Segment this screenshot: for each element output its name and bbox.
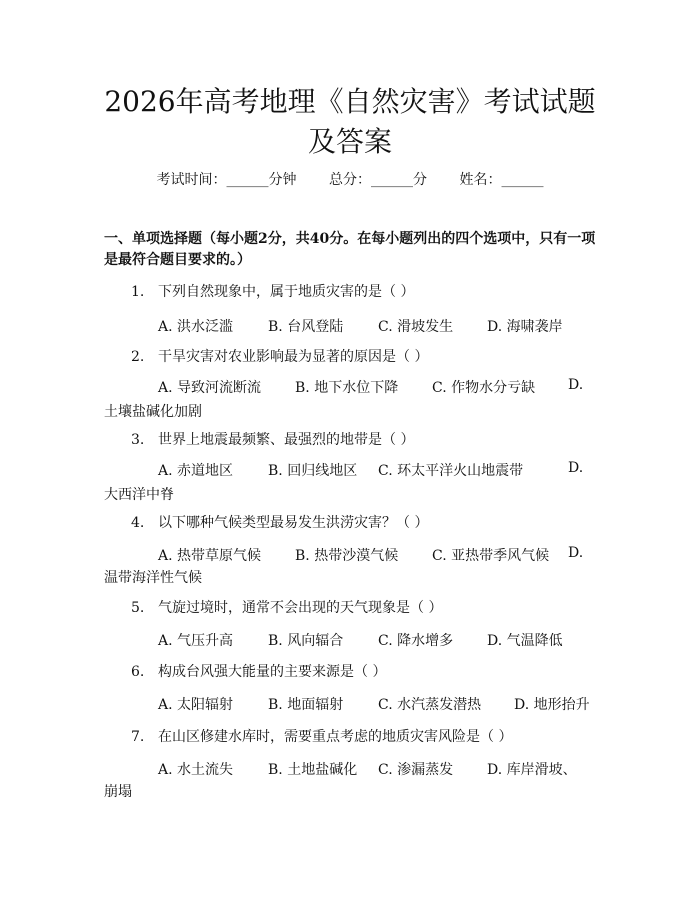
question-text: 下列自然现象中，属于地质灾害的是（ ） — [158, 284, 415, 300]
question-stem — [131, 597, 442, 617]
question-stem — [131, 512, 428, 532]
question-number: 7. — [131, 729, 145, 745]
question-stem — [131, 346, 428, 366]
option-c: C. 渗漏蒸发 — [378, 762, 454, 778]
question-text: 干旱灾害对农业影响最为显著的原因是（ ） — [158, 349, 429, 365]
question-number: 5. — [131, 600, 145, 616]
question-text: 气旋过境时，通常不会出现的天气现象是（ ） — [158, 600, 443, 616]
page-title: 2026年高考地理《自然灾害》考试试题及答案 — [104, 85, 596, 158]
option-a: A. 赤道地区 — [158, 463, 234, 479]
option-d: D. — [568, 545, 584, 561]
question-text: 构成台风强大能量的主要来源是（ ） — [158, 664, 387, 680]
option-a: A. 洪水泛滥 — [158, 319, 234, 335]
option-d: D. 库岸滑坡、 — [487, 762, 577, 778]
option-d-wrap: 温带海洋性气候 — [104, 570, 202, 586]
question-number: 2. — [131, 349, 145, 365]
option-c: C. 环太平洋火山地震带 — [378, 463, 524, 479]
section-heading: 一、单项选择题（每小题2分，共40分。在每小题列出的四个选项中，只有一项是最符合题目要求的。） — [104, 231, 596, 268]
option-b: B. 台风登陆 — [268, 319, 344, 335]
option-b: B. 地下水位下降 — [295, 380, 399, 396]
option-d: D. — [568, 460, 584, 476]
question-number: 1. — [131, 284, 145, 300]
question-stem — [131, 281, 414, 301]
option-b: B. 风向辐合 — [268, 633, 344, 649]
question-text: 在山区修建水库时，需要重点考虑的地质灾害风险是（ ） — [158, 729, 513, 745]
option-a: A. 热带草原气候 — [158, 548, 262, 564]
option-b: B. 土地盐碱化 — [268, 762, 358, 778]
option-a: A. 气压升高 — [158, 633, 234, 649]
question-text: 以下哪种气候类型最易发生洪涝灾害？（ ） — [158, 515, 429, 531]
question-stem — [131, 726, 512, 746]
option-d-wrap: 崩塌 — [104, 784, 132, 800]
option-d: D. 地形抬升 — [514, 697, 590, 713]
option-d: D. 海啸袭岸 — [487, 319, 563, 335]
option-c: C. 作物水分亏缺 — [432, 380, 536, 396]
option-c: C. 滑坡发生 — [378, 319, 454, 335]
total-score-field: 总分：______分 — [329, 172, 427, 188]
option-d: D. 气温降低 — [487, 633, 563, 649]
option-d-wrap: 大西洋中脊 — [104, 487, 174, 503]
exam-info-line — [0, 169, 700, 189]
option-a: A. 导致河流断流 — [158, 380, 262, 396]
question-number: 4. — [131, 515, 145, 531]
student-name-field: 姓名：______ — [459, 172, 544, 188]
question-stem — [131, 661, 386, 681]
option-b: B. 回归线地区 — [268, 463, 358, 479]
question-number: 3. — [131, 432, 145, 448]
option-c: C. 水汽蒸发潜热 — [378, 697, 482, 713]
option-d-wrap: 土壤盐碱化加剧 — [104, 404, 202, 420]
option-a: A. 太阳辐射 — [158, 697, 234, 713]
option-b: B. 热带沙漠气候 — [295, 548, 399, 564]
option-c: C. 亚热带季风气候 — [432, 548, 550, 564]
question-text: 世界上地震最频繁、最强烈的地带是（ ） — [158, 432, 415, 448]
option-d: D. — [568, 377, 584, 393]
question-number: 6. — [131, 664, 145, 680]
option-c: C. 降水增多 — [378, 633, 454, 649]
option-a: A. 水土流失 — [158, 762, 234, 778]
exam-time-field: 考试时间：______分钟 — [156, 172, 297, 188]
question-stem — [131, 429, 414, 449]
option-b: B. 地面辐射 — [268, 697, 344, 713]
